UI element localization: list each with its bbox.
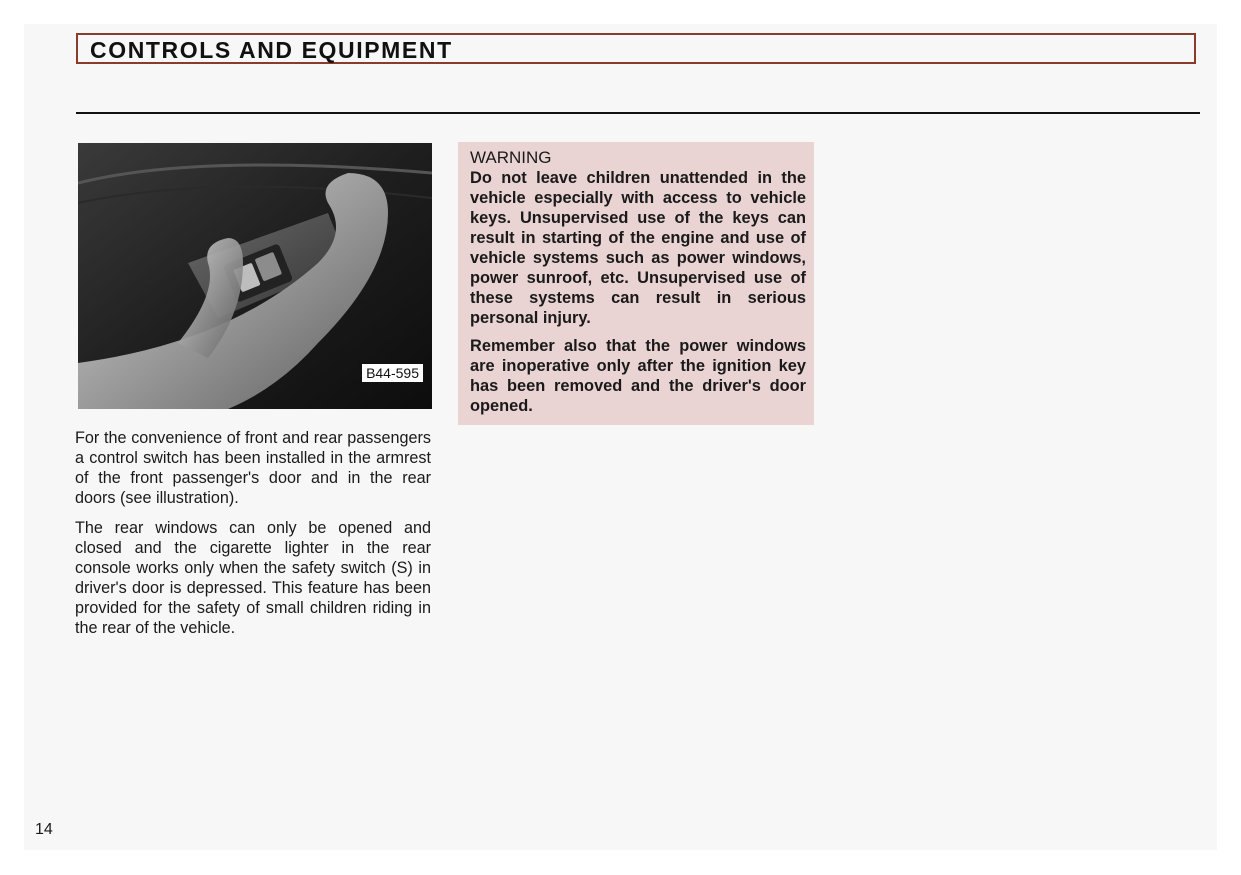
header-divider: [76, 112, 1200, 114]
figure-label: B44-595: [361, 363, 424, 383]
warning-box: [458, 142, 814, 425]
body-paragraph-1: For the convenience of front and rear passengers a control switch has been installed in the armrest of the front passenger's door and in the rear doors (see illustration).: [75, 429, 431, 507]
warning-paragraph-2: Remember also that the power windows are inoperative only after the ignition key has been removed and the driver's door opened.: [470, 337, 806, 415]
section-header: [76, 33, 1196, 64]
door-armrest-photo: [78, 143, 432, 409]
body-paragraph-2: The rear windows can only be opened and closed and the cigarette lighter in the rear console works only when the safety switch (S) in driver's door is depressed. This feature has been provided for the safety of small children riding in the rear of the vehicle.: [75, 519, 431, 637]
body-text: [75, 428, 431, 648]
page-title: CONTROLS AND EQUIPMENT: [90, 37, 453, 63]
warning-heading: WARNING: [470, 148, 552, 167]
page-number: 14: [35, 821, 53, 838]
warning-paragraph-1: Do not leave children unattended in the vehicle especially with access to vehicle keys. Unsupervised use of the keys can result in starting of the engine and use of vehicle systems such as power windows, power sunroof, etc. Unsupervised use of these systems can result in serious personal injury.: [470, 169, 806, 327]
